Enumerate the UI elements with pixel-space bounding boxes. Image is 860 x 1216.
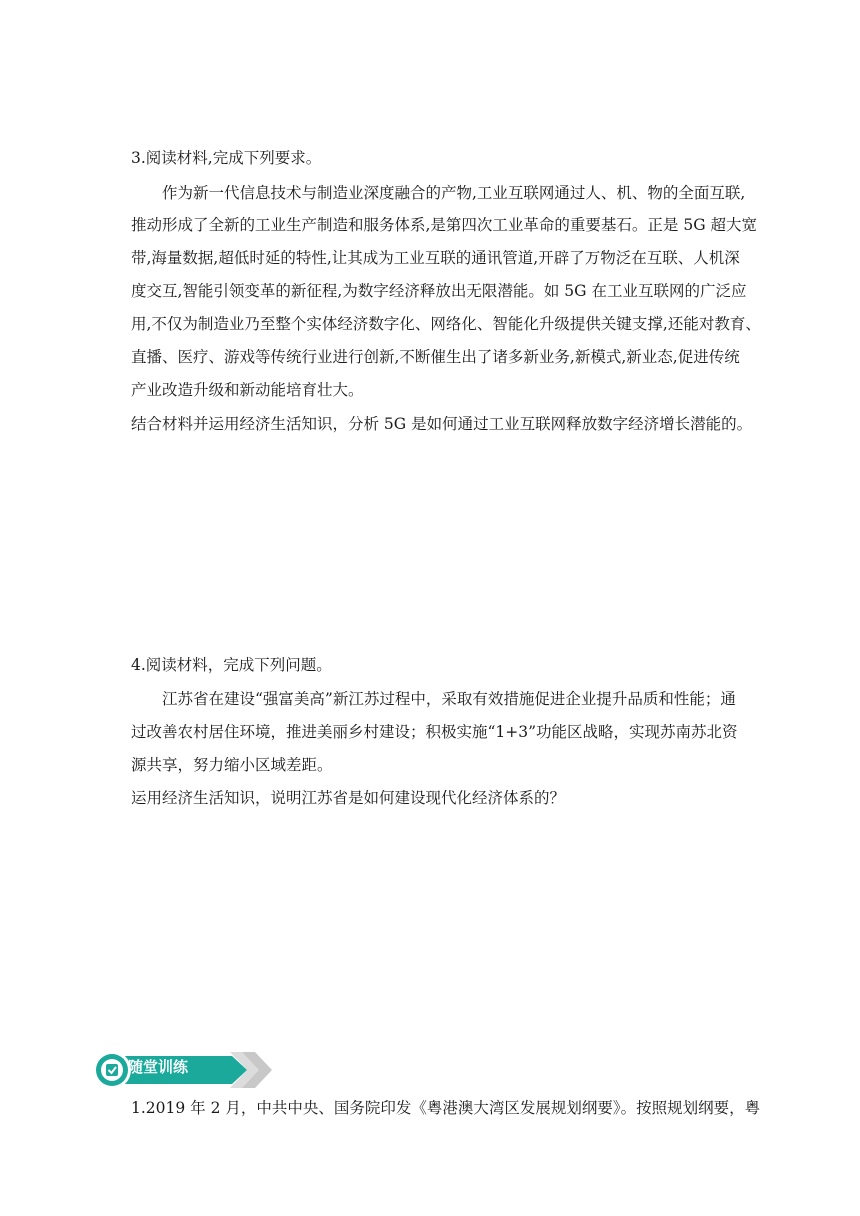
section-title: 随堂训练 — [128, 1058, 189, 1076]
q3-material-line-7: 产业改造升级和新动能培育壮大。 — [131, 381, 364, 399]
q3-heading: 3.阅读材料,完成下列要求。 — [131, 149, 322, 167]
q3-material-line-6: 直播、医疗、游戏等传统行业进行创新,不断催生出了诸多新业务,新模式,新业态,促进传统 — [131, 348, 740, 366]
q3-material-line-3: 带,海量数据,超低时延的特性,让其成为工业互联的通讯管道,开辟了万物泛在互联、人机深 — [131, 249, 740, 267]
q3-question: 结合材料并运用经济生活知识，分析 5G 是如何通过工业互联网释放数字经济增长潜能的。 — [131, 415, 753, 433]
q4-material-line-1: 江苏省在建设“强富美高”新江苏过程中，采取有效措施促进企业提升品质和性能；通 — [162, 690, 736, 708]
q3-material-line-4: 度交互,智能引领变革的新征程,为数字经济释放出无限潜能。如 5G 在工业互联网的广泛应 — [131, 282, 747, 300]
section-badge — [92, 1050, 272, 1090]
q3-material-line-1: 作为新一代信息技术与制造业深度融合的产物,工业互联网通过人、机、物的全面互联, — [162, 184, 746, 202]
checkmark-icon — [92, 1050, 132, 1090]
q4-heading: 4.阅读材料，完成下列问题。 — [131, 656, 332, 674]
q4-question: 运用经济生活知识，说明江苏省是如何建设现代化经济体系的？ — [131, 789, 566, 807]
q3-material-line-5: 用,不仅为制造业乃至整个实体经济数字化、网络化、智能化升级提供关键支撑,还能对教育、 — [131, 315, 761, 333]
q4-material-line-3: 源共享，努力缩小区域差距。 — [131, 756, 333, 774]
q3-material-line-2: 推动形成了全新的工业生产制造和服务体系,是第四次工业革命的重要基石。正是 5G 超大宽 — [131, 216, 758, 234]
q4-material-line-2: 过改善农村居住环境，推进美丽乡村建设；积极实施“1+3”功能区战略，实现苏南苏北资 — [131, 723, 738, 741]
q1-line-1: 1.2019 年 2 月，中共中央、国务院印发《粤港澳大湾区发展规划纲要》。按照规划纲要，粤 — [131, 1099, 761, 1117]
